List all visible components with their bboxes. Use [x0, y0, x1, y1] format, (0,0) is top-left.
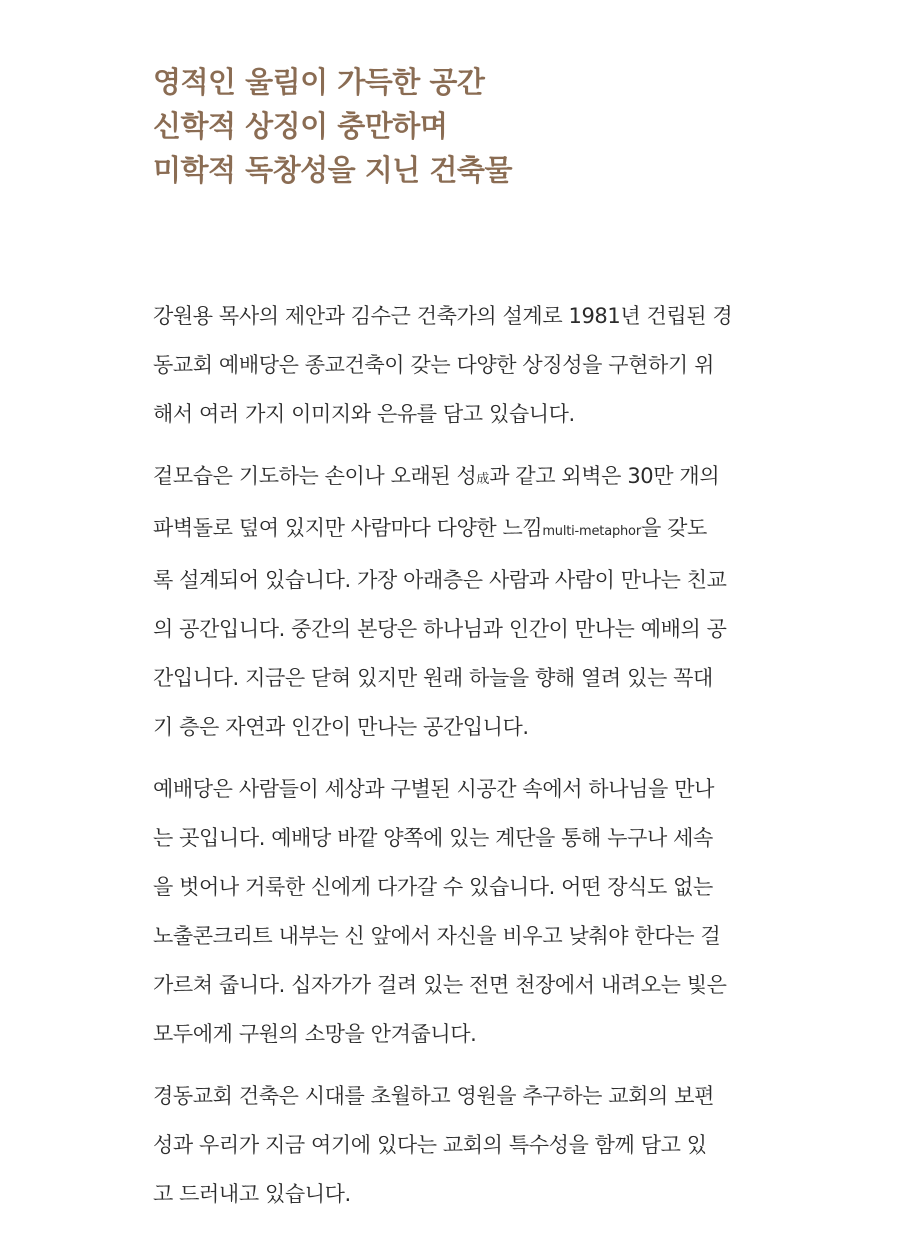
text-line: 동교회 예배당은 종교건축이 갖는 다양한 상징성을 구현하기 위: [153, 353, 714, 377]
text-line: 강원용 목사의 제안과 김수근 건축가의 설계로 1981년 건립된 경: [153, 304, 733, 328]
text-line: 모두에게 구원의 소망을 안겨줍니다.: [153, 1022, 477, 1046]
article: [153, 60, 813, 1232]
text-line: 경동교회 건축은 시대를 초월하고 영원을 추구하는 교회의 보편: [153, 1084, 714, 1108]
text-line: 고 드러내고 있습니다.: [153, 1182, 351, 1206]
text-segment: 파벽돌로 덮여 있지만 사람마다 다양한 느낌: [153, 516, 543, 540]
text-segment: 겉모습은 기도하는 손이나 오래된 성: [153, 464, 477, 488]
headline-line-3: 미학적 독창성을 지닌 건축물: [153, 153, 512, 187]
text-line: 기 층은 자연과 인간이 만나는 공간입니다.: [153, 715, 529, 739]
text-line: [153, 504, 813, 556]
text-line: 해서 여러 가지 이미지와 은유를 담고 있습니다.: [153, 402, 575, 426]
text-line: 예배당은 사람들이 세상과 구별된 시공간 속에서 하나님을 만나: [153, 777, 714, 801]
text-line: 성과 우리가 지금 여기에 있다는 교회의 특수성을 함께 담고 있: [153, 1133, 707, 1157]
text-line: 을 벗어나 거룩한 신에게 다가갈 수 있습니다. 어떤 장식도 없는: [153, 875, 713, 899]
article-body: [153, 292, 813, 1219]
text-line: 가르쳐 줍니다. 십자가가 걸려 있는 전면 천장에서 내려오는 빛은: [153, 973, 727, 997]
text-line: 간입니다. 지금은 닫혀 있지만 원래 하늘을 향해 열려 있는 꼭대: [153, 666, 713, 690]
hanja-annotation: 成: [476, 472, 490, 487]
text-line: 노출콘크리트 내부는 신 앞에서 자신을 비우고 낮춰야 한다는 걸: [153, 924, 721, 948]
headline-line-2: 신학적 상징이 충만하며: [153, 109, 448, 143]
text-line: 는 곳입니다. 예배당 바깥 양쪽에 있는 계단을 통해 누구나 세속: [153, 826, 713, 850]
paragraph-sanctuary: [153, 765, 813, 1059]
text-segment: 과 같고 외벽은 30만 개의: [489, 464, 720, 488]
paragraph-exterior: [153, 452, 813, 752]
text-line: [153, 452, 813, 504]
paragraph-conclusion: [153, 1072, 813, 1219]
text-segment: 을 갖도: [640, 516, 707, 540]
paragraph-history: [153, 292, 813, 439]
english-annotation: multi-metaphor: [542, 524, 641, 539]
headline: [153, 60, 813, 192]
text-line: 록 설계되어 있습니다. 가장 아래층은 사람과 사람이 만나는 친교: [153, 568, 727, 592]
text-line: 의 공간입니다. 중간의 본당은 하나님과 인간이 만나는 예배의 공: [153, 617, 727, 641]
headline-line-1: 영적인 울림이 가득한 공간: [153, 65, 485, 99]
